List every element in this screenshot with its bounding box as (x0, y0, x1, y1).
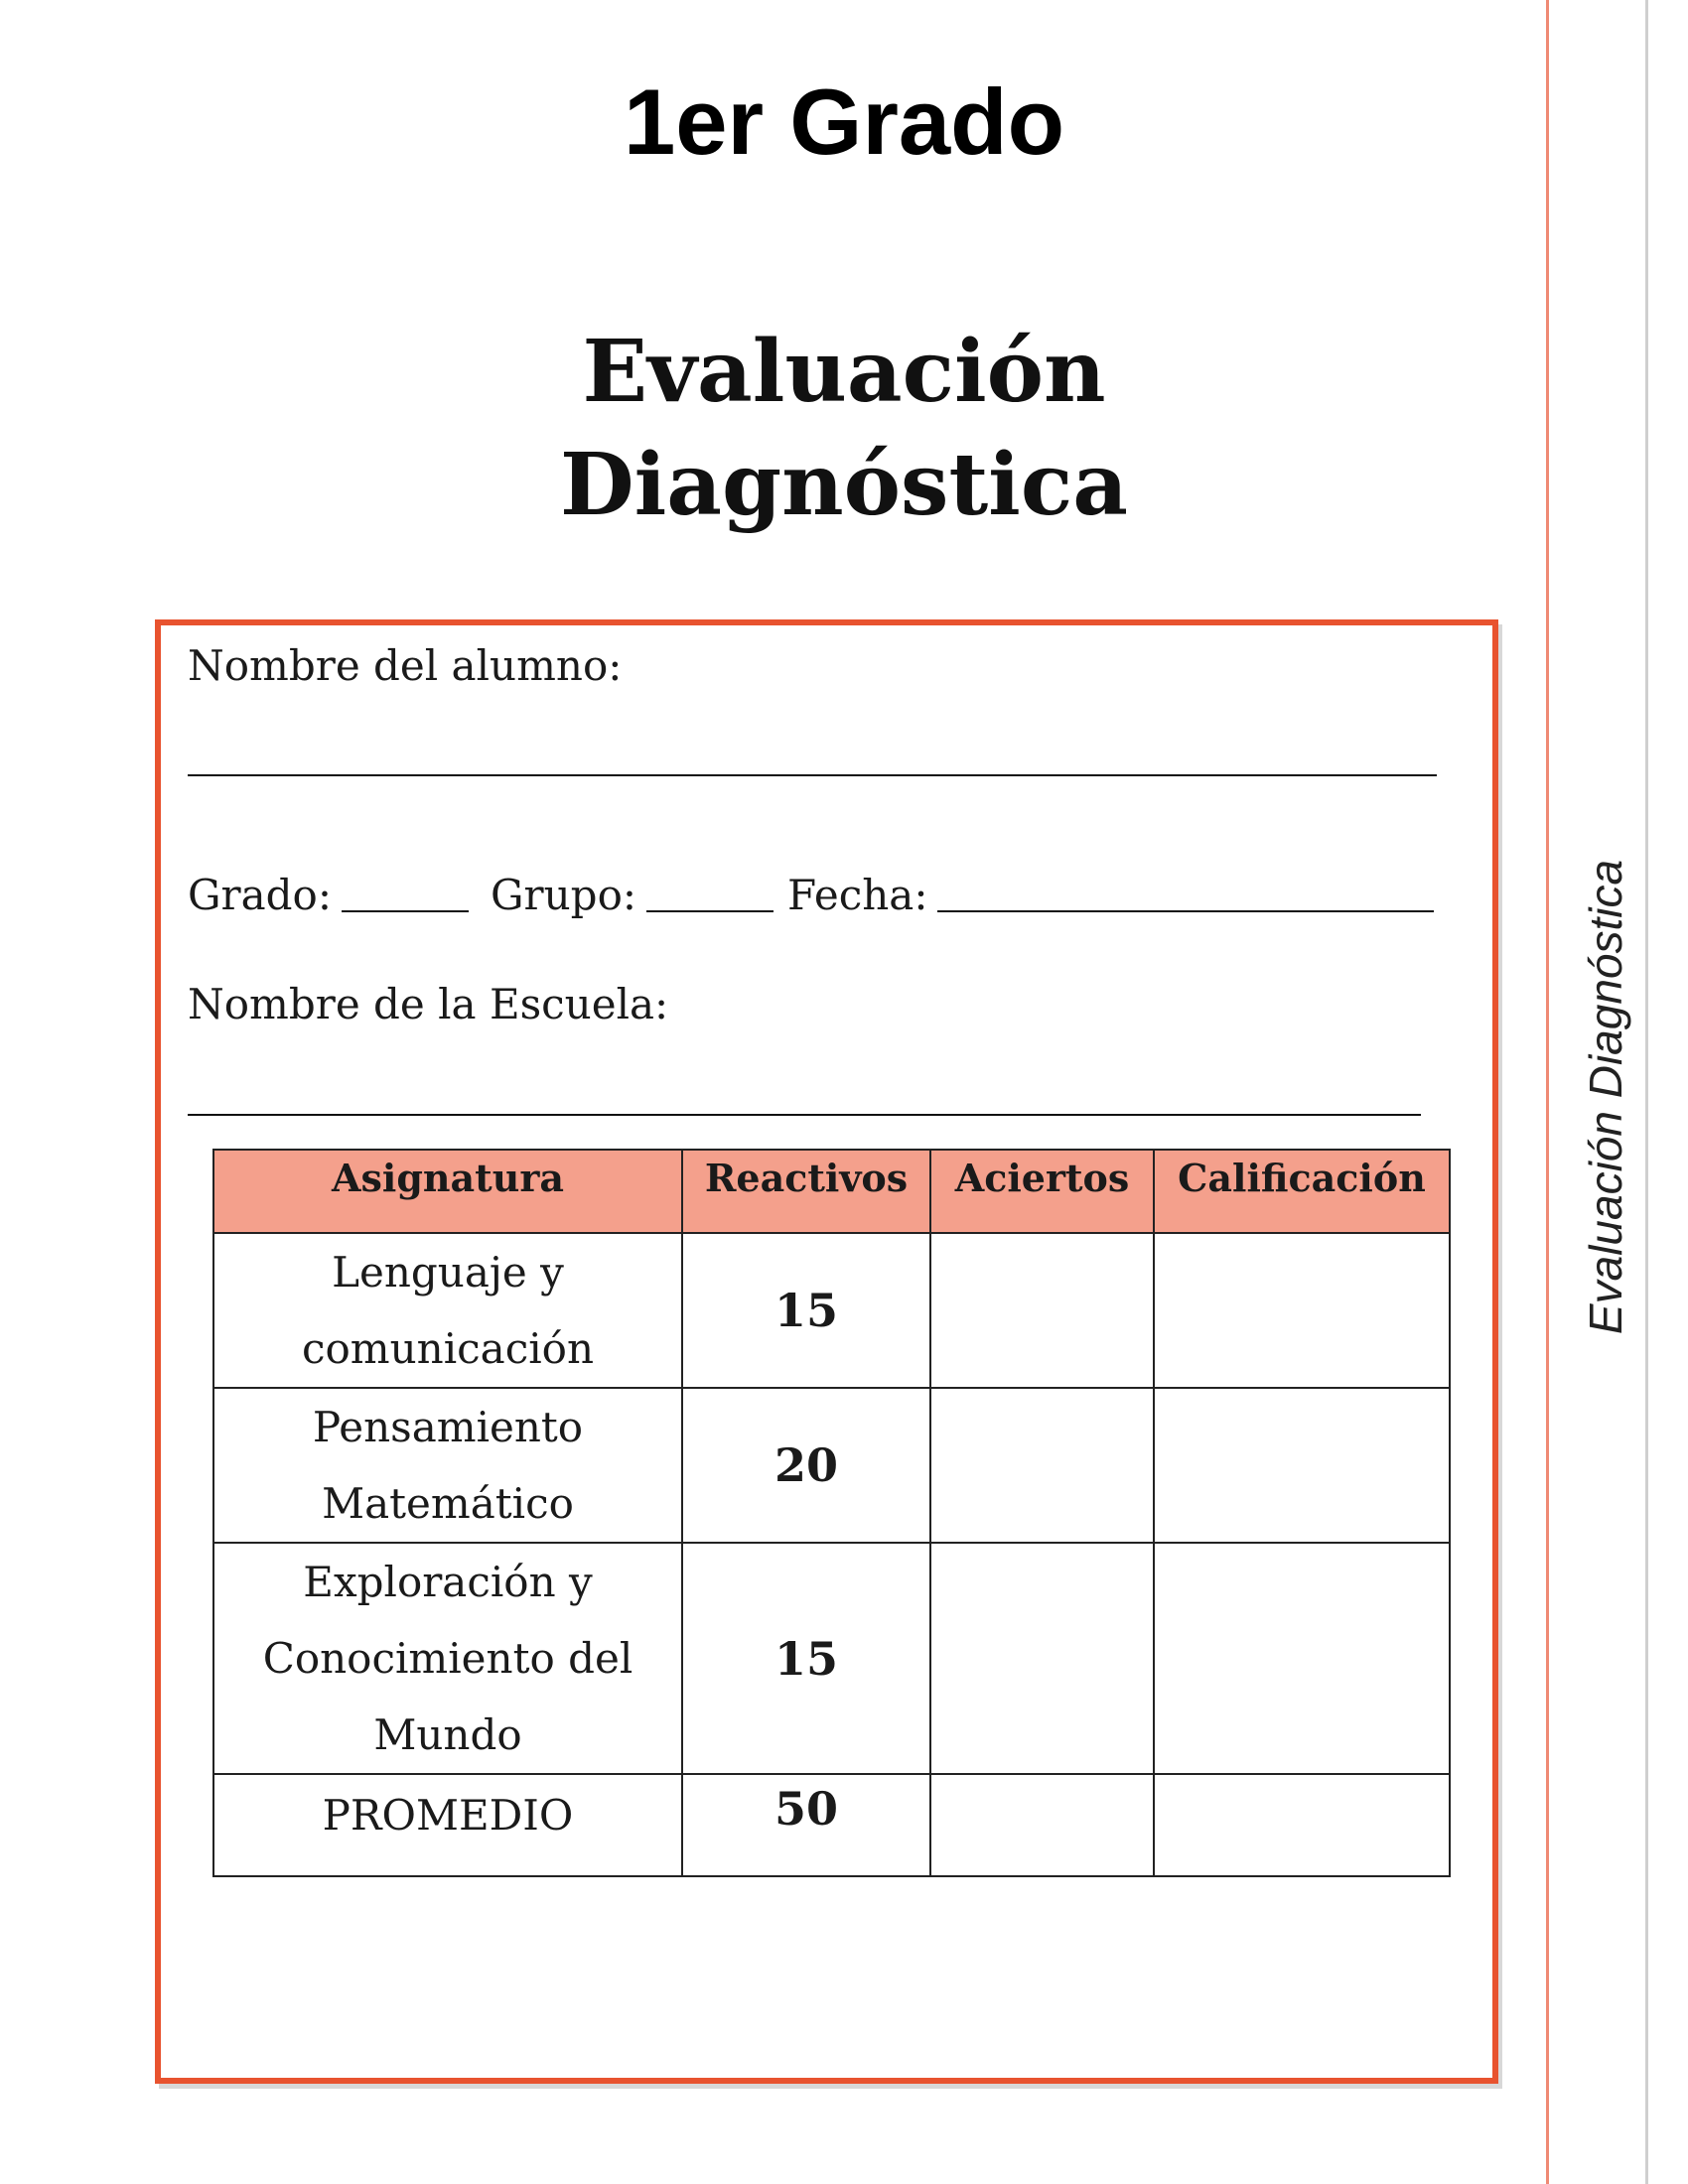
subject-line: Pensamiento (312, 1403, 584, 1451)
school-name-field[interactable] (188, 1114, 1421, 1116)
table-row (213, 1388, 1450, 1543)
correct-cell[interactable] (930, 1388, 1154, 1543)
date-label: Fecha: (787, 871, 928, 919)
table-row (213, 1543, 1450, 1774)
student-name-label: Nombre del alumno: (188, 641, 623, 690)
grade-field[interactable] (342, 902, 469, 912)
document-title-line-1: Evaluación (582, 322, 1106, 422)
correct-cell[interactable] (930, 1543, 1154, 1774)
side-tab-label: Evaluación Diagnóstica (1580, 859, 1631, 1335)
student-info-frame (155, 619, 1498, 2084)
table-header-row (213, 1150, 1450, 1233)
total-correct-cell[interactable] (930, 1774, 1154, 1876)
items-cell: 20 (682, 1388, 930, 1543)
grade-title: 1er Grado (623, 69, 1065, 174)
group-field[interactable] (646, 902, 774, 912)
table-row (213, 1233, 1450, 1388)
grade-group-date-row (188, 862, 1449, 921)
grade-cell[interactable] (1154, 1543, 1450, 1774)
subject-line: Lenguaje y (332, 1248, 564, 1297)
header-items: Reactivos (682, 1150, 930, 1233)
correct-cell[interactable] (930, 1233, 1154, 1388)
subject-line: Mundo (373, 1710, 522, 1759)
average-label-cell (213, 1774, 682, 1876)
date-field[interactable] (937, 902, 1434, 912)
subject-line: Conocimiento del (262, 1634, 633, 1683)
student-name-field[interactable] (188, 774, 1437, 776)
subject-line: Exploración y (303, 1558, 593, 1606)
table-row-average (213, 1774, 1450, 1876)
side-margin-rule (1546, 0, 1549, 2184)
items-cell: 15 (682, 1543, 930, 1774)
total-items-cell: 50 (682, 1774, 930, 1876)
subject-cell (213, 1388, 682, 1543)
group-label: Grupo: (491, 871, 636, 919)
subject-line: comunicación (301, 1324, 595, 1373)
grade-cell[interactable] (1154, 1233, 1450, 1388)
subject-line: Matemático (322, 1479, 574, 1528)
items-cell: 15 (682, 1233, 930, 1388)
page-edge-rule (1645, 0, 1648, 2184)
header-correct: Aciertos (930, 1150, 1154, 1233)
average-grade-cell[interactable] (1154, 1774, 1450, 1876)
subject-cell (213, 1543, 682, 1774)
scores-table (212, 1149, 1451, 1877)
header-grade: Calificación (1154, 1150, 1450, 1233)
grade-cell[interactable] (1154, 1388, 1450, 1543)
grade-label: Grado: (188, 871, 332, 919)
school-name-label: Nombre de la Escuela: (188, 980, 669, 1028)
average-label: PROMEDIO (322, 1791, 574, 1840)
subject-cell (213, 1233, 682, 1388)
document-title-line-2: Diagnóstica (560, 435, 1128, 535)
document-title (0, 316, 1688, 542)
header-subject: Asignatura (213, 1150, 682, 1233)
